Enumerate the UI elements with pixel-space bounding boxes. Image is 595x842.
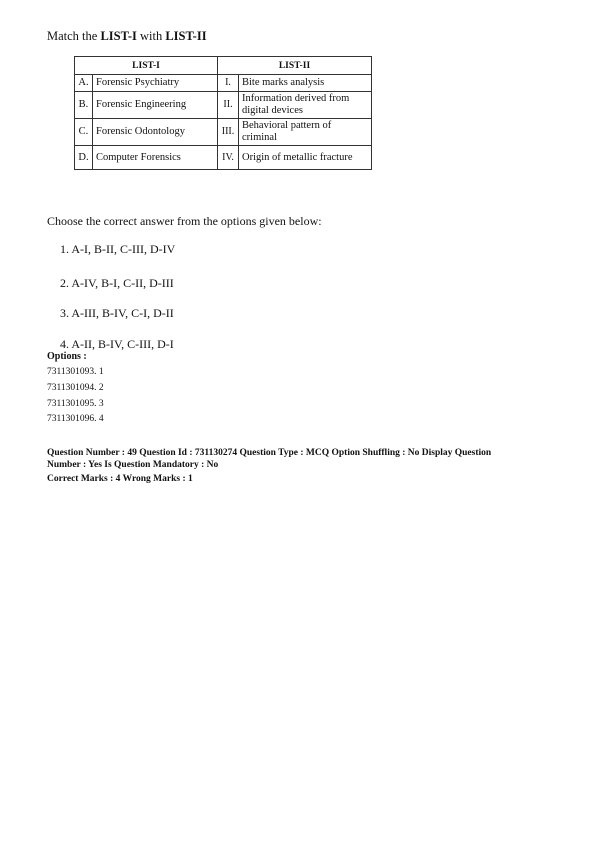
row-roman: III. (218, 119, 239, 146)
answer-option-3: 3. A-III, B-IV, C-I, D-II (60, 306, 174, 320)
row-letter: B. (75, 92, 93, 119)
row-roman: II. (218, 92, 239, 119)
row-match: Bite marks analysis (239, 75, 372, 92)
table-row (75, 146, 372, 170)
question-meta-line2: Number : Yes Is Question Mandatory : No (47, 460, 219, 470)
row-match: Origin of metallic fracture (239, 146, 372, 170)
option-id-4: 7311301096. 4 (47, 414, 104, 424)
row-match: Information derived from digital devices (239, 92, 372, 119)
question-list2: LIST-II (165, 29, 207, 43)
option-id-2: 7311301094. 2 (47, 383, 104, 393)
question-mid: with (136, 29, 166, 43)
answer-option-4: 4. A-II, B-IV, C-III, D-I (60, 337, 174, 351)
answer-option-1: 1. A-I, B-II, C-III, D-IV (60, 242, 176, 256)
header-list1: LIST-I (75, 57, 218, 75)
row-letter: D. (75, 146, 93, 170)
row-item: Forensic Engineering (93, 92, 218, 119)
option-id-1: 7311301093. 1 (47, 367, 104, 377)
question-meta-line3: Correct Marks : 4 Wrong Marks : 1 (47, 474, 193, 484)
row-match: Behavioral pattern of criminal (239, 119, 372, 146)
row-item: Computer Forensics (93, 146, 218, 170)
instruction-text: Choose the correct answer from the options given below: (47, 214, 322, 228)
options-label: Options : (47, 351, 87, 362)
row-letter: A. (75, 75, 93, 92)
table-row (75, 75, 372, 92)
row-item: Forensic Psychiatry (93, 75, 218, 92)
question-prefix: Match the (47, 29, 101, 43)
row-roman: IV. (218, 146, 239, 170)
table-row (75, 92, 372, 119)
question-list1: LIST-I (100, 29, 137, 43)
row-item: Forensic Odontology (93, 119, 218, 146)
row-roman: I. (218, 75, 239, 92)
answer-option-2: 2. A-IV, B-I, C-II, D-III (60, 276, 174, 290)
question-meta-line1: Question Number : 49 Question Id : 731130274 Question Type : MCQ Option Shuffling : No Display Question (47, 448, 492, 458)
question-heading (47, 29, 207, 44)
table-header-row (75, 57, 372, 75)
header-list2: LIST-II (218, 57, 372, 75)
match-table (74, 56, 372, 170)
option-id-3: 7311301095. 3 (47, 399, 104, 409)
table-row (75, 119, 372, 146)
row-letter: C. (75, 119, 93, 146)
